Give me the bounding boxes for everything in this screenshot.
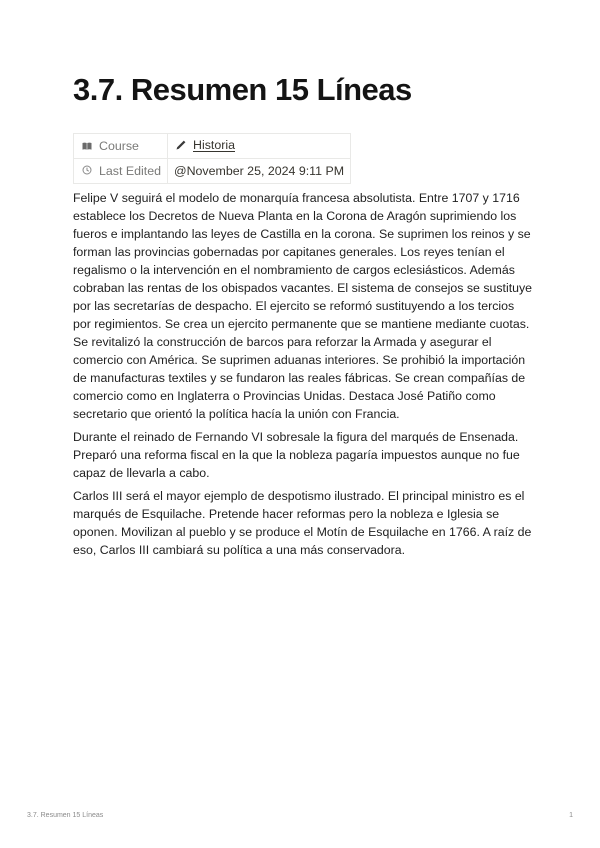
paragraph: Durante el reinado de Fernando VI sobresale la figura del marqués de Ensenada. Preparó una reforma fiscal en la que la nobleza pagaría impuestos aunque no fue capaz de llevarla a cabo. (73, 430, 520, 480)
property-value-last-edited: @November 25, 2024 9:11 PM (168, 159, 351, 184)
property-row-last-edited (74, 159, 351, 184)
properties-table (73, 133, 351, 184)
document-body (73, 189, 535, 564)
property-value-course (168, 134, 351, 159)
page-title: 3.7. Resumen 15 Líneas (73, 72, 412, 107)
book-icon (80, 139, 94, 153)
paragraph: Felipe V seguirá el modelo de monarquía francesa absolutista. Entre 1707 y 1716 establece los Decretos de Nueva Planta en la Corona de Aragón suprimiendo los fueros e implantando las leyes de Castilla en la corona. Se suprimen los reinos y se forman las provincias gobernadas por capitanes generales. Los reyes tenían el regalismo o la intervención en el nombramiento de cargos eclesiásticos. Además cobraban las rentas de los obispados vacantes. El sistema de consejos se sustituye por las secretarías de despacho. El ejercito se reformó sustituyendo a los tercios por regimientos. Se crea un ejercito permanente que se mantiene mediante cuotas. Se revitalizó la construcción de barcos para reforzar la Armada y asegurar el comercio con América. Se suprimen aduanas interiores. Se prohibió la importación de manufacturas textiles y se fundaron las reales fábricas. Se crean compañías de comercio como en Inglaterra o Provincias Unidas. Destaca José Patiño como secretario que orientó la política hacía la unión con Francia. (73, 191, 533, 421)
footer-title: 3.7. Resumen 15 Líneas (27, 812, 104, 819)
property-key-last-edited (74, 159, 168, 184)
clock-icon (80, 164, 94, 178)
property-label-last-edited: Last Edited (99, 163, 161, 178)
pencil-icon (174, 139, 188, 154)
paragraph: Carlos III será el mayor ejemplo de despotismo ilustrado. El principal ministro es el marqués de Esquilache. Pretende hacer reformas pero la nobleza e Iglesia se oponen. Movilizan al pueblo y se produce el Motín de Esquilache en 1766. A raíz de eso, Carlos III cambiará su política a una más conservadora. (73, 489, 532, 557)
page-number: 1 (569, 812, 573, 819)
property-label-course: Course (99, 138, 139, 153)
course-link[interactable]: Historia (193, 138, 235, 153)
property-key-course (74, 134, 168, 159)
property-row-course (74, 134, 351, 159)
